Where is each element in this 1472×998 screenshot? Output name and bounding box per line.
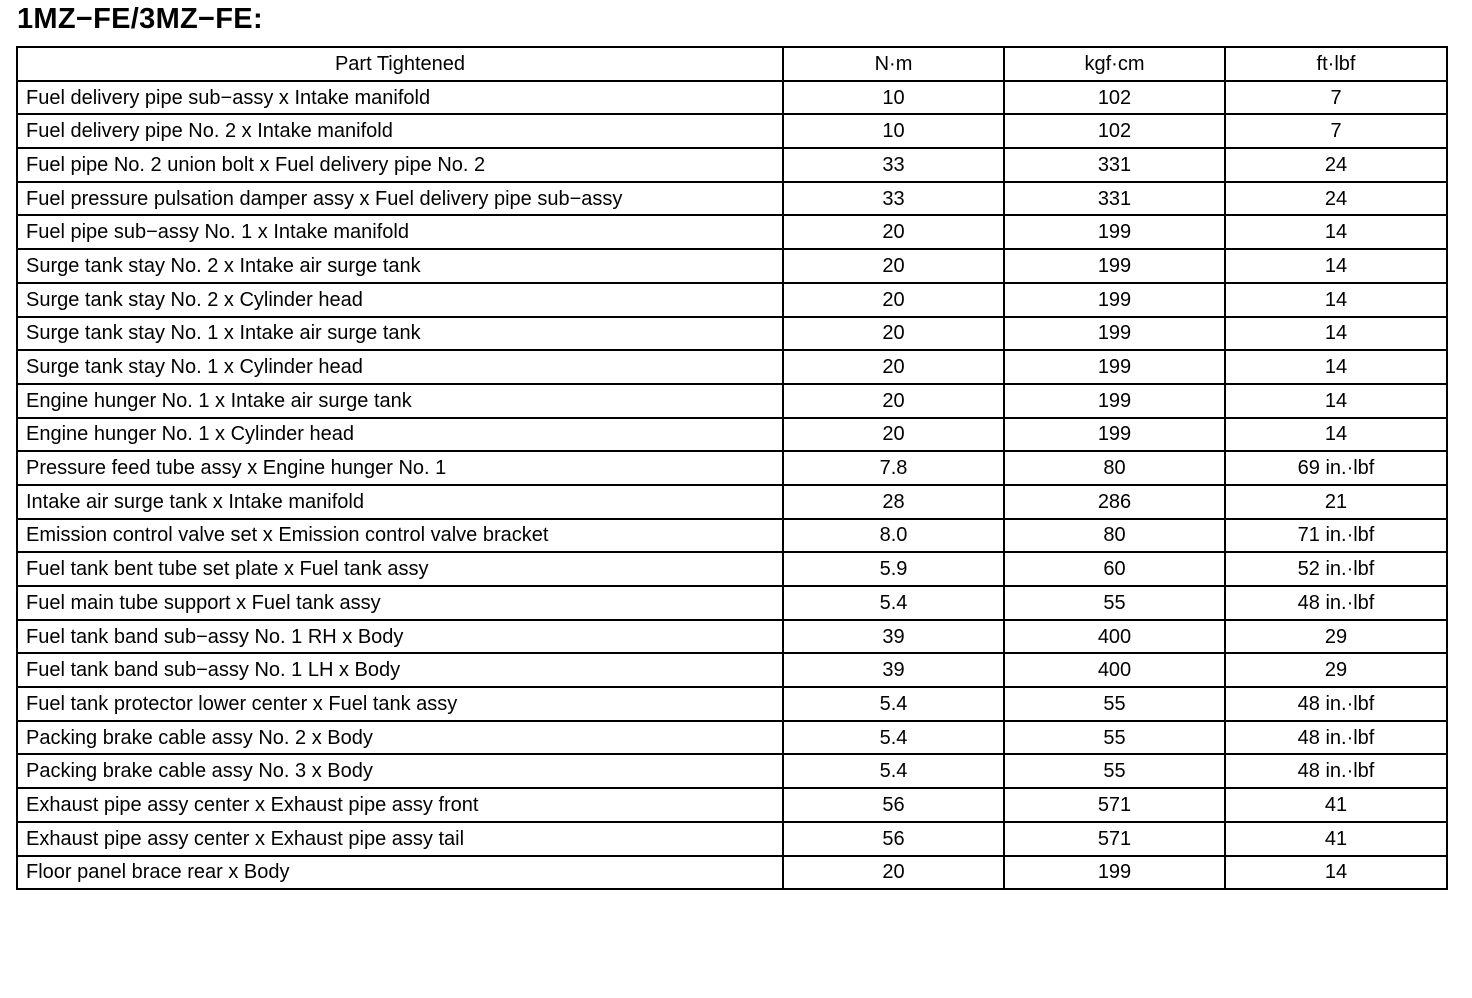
- cell-part-tightened: Packing brake cable assy No. 3 x Body: [17, 754, 783, 788]
- cell-part-tightened: Intake air surge tank x Intake manifold: [17, 485, 783, 519]
- cell-ftlbf: 41: [1225, 822, 1447, 856]
- cell-part-tightened: Exhaust pipe assy center x Exhaust pipe assy tail: [17, 822, 783, 856]
- cell-kgfcm: 55: [1004, 687, 1225, 721]
- cell-ftlbf: 69 in.·lbf: [1225, 451, 1447, 485]
- cell-nm: 5.4: [783, 754, 1004, 788]
- table-row: [17, 620, 1447, 654]
- cell-kgfcm: 55: [1004, 754, 1225, 788]
- cell-ftlbf: 48 in.·lbf: [1225, 754, 1447, 788]
- cell-kgfcm: 199: [1004, 283, 1225, 317]
- cell-nm: 20: [783, 317, 1004, 351]
- table-row: [17, 687, 1447, 721]
- cell-ftlbf: 52 in.·lbf: [1225, 552, 1447, 586]
- cell-nm: 8.0: [783, 519, 1004, 553]
- cell-part-tightened: Packing brake cable assy No. 2 x Body: [17, 721, 783, 755]
- cell-ftlbf: 14: [1225, 856, 1447, 890]
- table-header-row: [17, 47, 1447, 81]
- cell-ftlbf: 29: [1225, 653, 1447, 687]
- cell-nm: 20: [783, 384, 1004, 418]
- table-row: [17, 653, 1447, 687]
- cell-part-tightened: Fuel delivery pipe sub−assy x Intake manifold: [17, 81, 783, 115]
- cell-nm: 33: [783, 148, 1004, 182]
- cell-kgfcm: 55: [1004, 721, 1225, 755]
- cell-kgfcm: 286: [1004, 485, 1225, 519]
- table-row: [17, 721, 1447, 755]
- cell-ftlbf: 14: [1225, 215, 1447, 249]
- table-row: [17, 350, 1447, 384]
- table-row: [17, 552, 1447, 586]
- cell-kgfcm: 199: [1004, 215, 1225, 249]
- cell-ftlbf: 7: [1225, 114, 1447, 148]
- cell-nm: 5.9: [783, 552, 1004, 586]
- cell-nm: 5.4: [783, 721, 1004, 755]
- cell-part-tightened: Fuel main tube support x Fuel tank assy: [17, 586, 783, 620]
- cell-nm: 20: [783, 249, 1004, 283]
- table-row: [17, 283, 1447, 317]
- cell-ftlbf: 14: [1225, 418, 1447, 452]
- cell-nm: 33: [783, 182, 1004, 216]
- cell-part-tightened: Surge tank stay No. 2 x Intake air surge tank: [17, 249, 783, 283]
- cell-part-tightened: Fuel tank protector lower center x Fuel tank assy: [17, 687, 783, 721]
- header-part-tightened: Part Tightened: [17, 47, 783, 81]
- page-title: 1MZ−FE/3MZ−FE:: [17, 3, 263, 35]
- cell-nm: 56: [783, 788, 1004, 822]
- cell-nm: 20: [783, 350, 1004, 384]
- header-kgfcm: kgf·cm: [1004, 47, 1225, 81]
- cell-kgfcm: 199: [1004, 317, 1225, 351]
- cell-nm: 20: [783, 856, 1004, 890]
- cell-part-tightened: Fuel tank bent tube set plate x Fuel tank assy: [17, 552, 783, 586]
- cell-part-tightened: Fuel tank band sub−assy No. 1 RH x Body: [17, 620, 783, 654]
- header-ftlbf: ft·lbf: [1225, 47, 1447, 81]
- cell-kgfcm: 199: [1004, 418, 1225, 452]
- table-row: [17, 81, 1447, 115]
- table-row: [17, 754, 1447, 788]
- cell-ftlbf: 24: [1225, 148, 1447, 182]
- cell-part-tightened: Exhaust pipe assy center x Exhaust pipe assy front: [17, 788, 783, 822]
- cell-part-tightened: Fuel tank band sub−assy No. 1 LH x Body: [17, 653, 783, 687]
- cell-kgfcm: 80: [1004, 451, 1225, 485]
- cell-nm: 10: [783, 81, 1004, 115]
- cell-kgfcm: 55: [1004, 586, 1225, 620]
- table-row: [17, 788, 1447, 822]
- cell-ftlbf: 7: [1225, 81, 1447, 115]
- cell-kgfcm: 199: [1004, 350, 1225, 384]
- header-nm: N·m: [783, 47, 1004, 81]
- cell-part-tightened: Surge tank stay No. 1 x Cylinder head: [17, 350, 783, 384]
- table-row: [17, 384, 1447, 418]
- table-row: [17, 114, 1447, 148]
- cell-kgfcm: 102: [1004, 81, 1225, 115]
- cell-ftlbf: 14: [1225, 350, 1447, 384]
- table-row: [17, 856, 1447, 890]
- torque-spec-table: [16, 46, 1448, 890]
- cell-ftlbf: 48 in.·lbf: [1225, 586, 1447, 620]
- table-row: [17, 485, 1447, 519]
- cell-ftlbf: 48 in.·lbf: [1225, 687, 1447, 721]
- cell-ftlbf: 71 in.·lbf: [1225, 519, 1447, 553]
- cell-part-tightened: Emission control valve set x Emission control valve bracket: [17, 519, 783, 553]
- table-row: [17, 519, 1447, 553]
- cell-nm: 39: [783, 653, 1004, 687]
- cell-ftlbf: 41: [1225, 788, 1447, 822]
- table-row: [17, 451, 1447, 485]
- cell-nm: 20: [783, 283, 1004, 317]
- cell-part-tightened: Fuel pressure pulsation damper assy x Fuel delivery pipe sub−assy: [17, 182, 783, 216]
- table-row: [17, 586, 1447, 620]
- table-row: [17, 822, 1447, 856]
- cell-nm: 56: [783, 822, 1004, 856]
- cell-nm: 39: [783, 620, 1004, 654]
- cell-ftlbf: 24: [1225, 182, 1447, 216]
- table-row: [17, 418, 1447, 452]
- cell-kgfcm: 571: [1004, 788, 1225, 822]
- cell-part-tightened: Surge tank stay No. 1 x Intake air surge tank: [17, 317, 783, 351]
- cell-ftlbf: 14: [1225, 317, 1447, 351]
- cell-part-tightened: Engine hunger No. 1 x Intake air surge tank: [17, 384, 783, 418]
- cell-kgfcm: 199: [1004, 249, 1225, 283]
- cell-ftlbf: 14: [1225, 384, 1447, 418]
- cell-part-tightened: Pressure feed tube assy x Engine hunger No. 1: [17, 451, 783, 485]
- table-row: [17, 215, 1447, 249]
- cell-nm: 28: [783, 485, 1004, 519]
- table-row: [17, 317, 1447, 351]
- cell-ftlbf: 14: [1225, 249, 1447, 283]
- cell-nm: 5.4: [783, 687, 1004, 721]
- cell-nm: 20: [783, 418, 1004, 452]
- cell-ftlbf: 29: [1225, 620, 1447, 654]
- cell-kgfcm: 331: [1004, 148, 1225, 182]
- cell-ftlbf: 21: [1225, 485, 1447, 519]
- cell-part-tightened: Fuel pipe sub−assy No. 1 x Intake manifold: [17, 215, 783, 249]
- cell-kgfcm: 400: [1004, 653, 1225, 687]
- cell-nm: 20: [783, 215, 1004, 249]
- cell-part-tightened: Surge tank stay No. 2 x Cylinder head: [17, 283, 783, 317]
- cell-nm: 5.4: [783, 586, 1004, 620]
- table-row: [17, 182, 1447, 216]
- cell-nm: 10: [783, 114, 1004, 148]
- cell-kgfcm: 102: [1004, 114, 1225, 148]
- cell-kgfcm: 571: [1004, 822, 1225, 856]
- table-row: [17, 148, 1447, 182]
- cell-kgfcm: 400: [1004, 620, 1225, 654]
- cell-kgfcm: 60: [1004, 552, 1225, 586]
- table-row: [17, 249, 1447, 283]
- cell-part-tightened: Floor panel brace rear x Body: [17, 856, 783, 890]
- cell-part-tightened: Engine hunger No. 1 x Cylinder head: [17, 418, 783, 452]
- cell-nm: 7.8: [783, 451, 1004, 485]
- cell-ftlbf: 14: [1225, 283, 1447, 317]
- cell-kgfcm: 199: [1004, 856, 1225, 890]
- cell-kgfcm: 331: [1004, 182, 1225, 216]
- cell-kgfcm: 80: [1004, 519, 1225, 553]
- cell-part-tightened: Fuel pipe No. 2 union bolt x Fuel delivery pipe No. 2: [17, 148, 783, 182]
- cell-part-tightened: Fuel delivery pipe No. 2 x Intake manifold: [17, 114, 783, 148]
- cell-ftlbf: 48 in.·lbf: [1225, 721, 1447, 755]
- cell-kgfcm: 199: [1004, 384, 1225, 418]
